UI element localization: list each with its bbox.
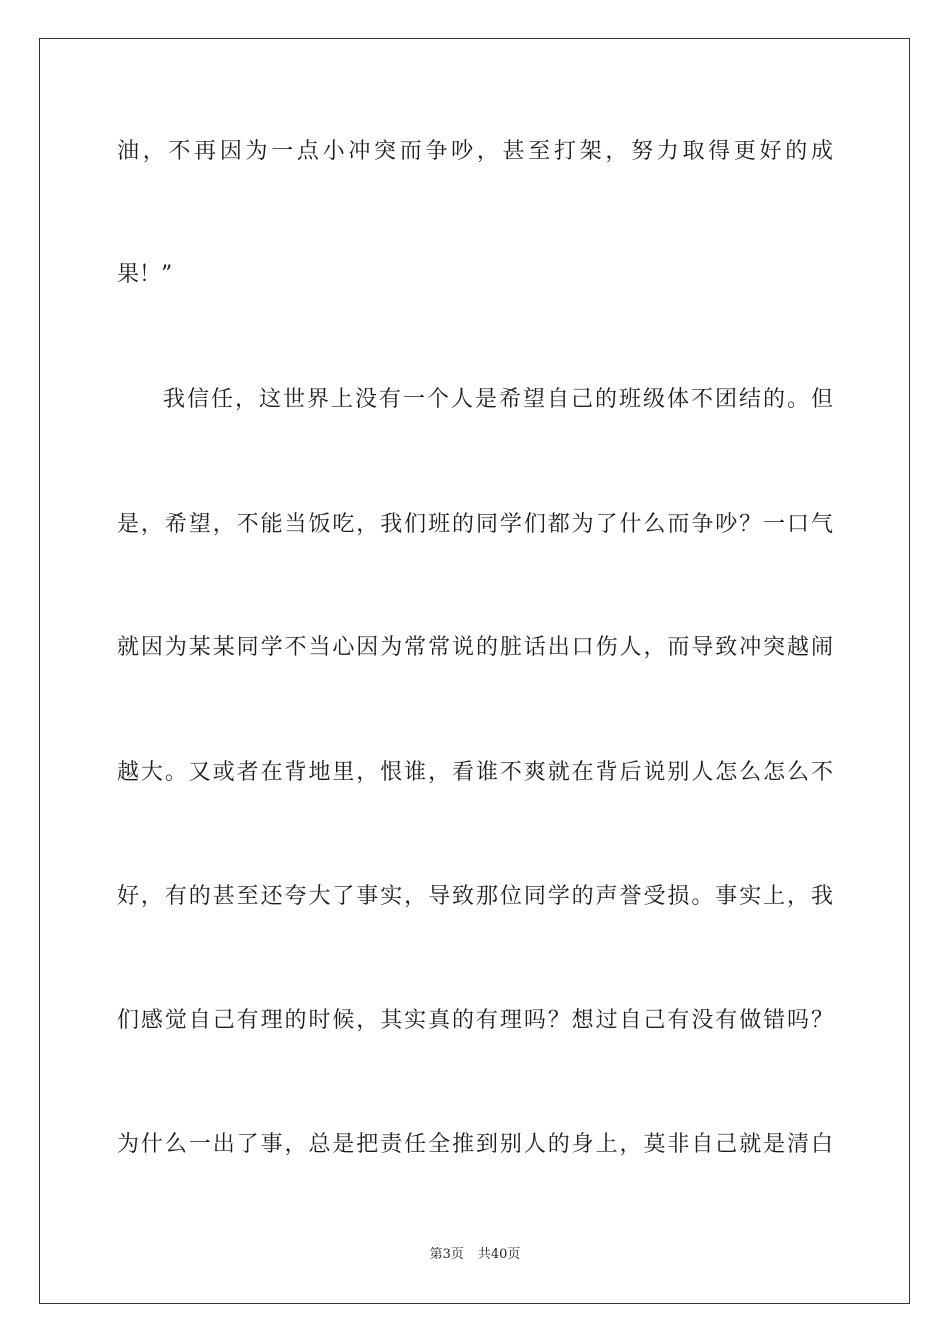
text-line-9: 为什么一出了事，总是把责任全推到别人的身上，莫非自己就是清白	[117, 1132, 833, 1157]
page-border	[39, 38, 910, 1304]
page-footer	[0, 1246, 950, 1264]
paragraph-first-line: 我信任，这世界上没有一个人是希望自己的班级体不团结的。但	[163, 387, 833, 412]
text-line-4: 是，希望，不能当饭吃，我们班的同学们都为了什么而争吵？一口气	[117, 512, 833, 537]
text-line-7: 好，有的甚至还夸大了事实，导致那位同学的声誉受损。事实上，我	[117, 884, 833, 909]
page-total: 共40页	[477, 1247, 521, 1262]
text-line-8: 们感觉自己有理的时候，其实真的有理吗？想过自己有没有做错吗？	[117, 1008, 833, 1033]
text-line-6: 越大。又或者在背地里，恨谁，看谁不爽就在背后说别人怎么怎么不	[117, 760, 833, 785]
text-line-1: 油，不再因为一点小冲突而争吵，甚至打架，努力取得更好的成	[117, 139, 833, 164]
page-number: 第3页	[429, 1247, 464, 1262]
text-line-5: 就因为某某同学不当心因为常常说的脏话出口伤人，而导致冲突越闹	[117, 635, 833, 660]
text-line-2: 果！”	[117, 262, 173, 287]
